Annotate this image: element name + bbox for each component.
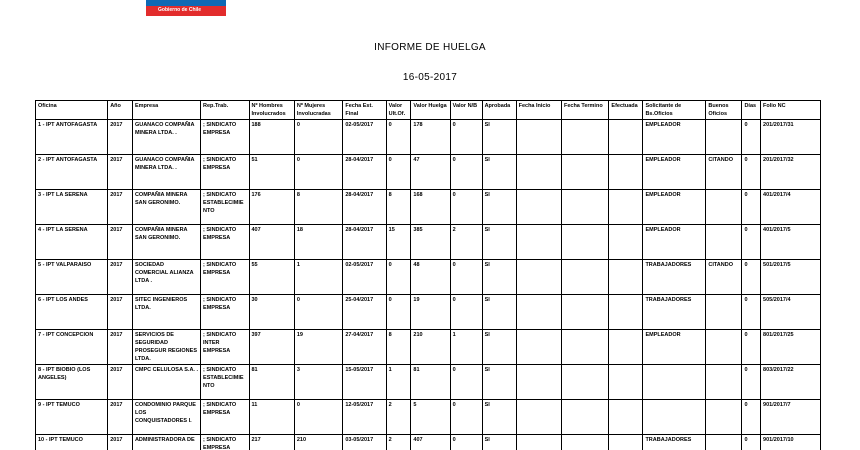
table-cell: ; SINDICATO EMPRESA bbox=[201, 260, 249, 295]
logo-red-band bbox=[146, 6, 226, 16]
table-cell bbox=[516, 435, 561, 450]
column-header: Año bbox=[108, 101, 133, 120]
table-cell: GUANACO COMPAÑIA MINERA LTDA. . bbox=[132, 155, 200, 190]
table-cell: 03-05/2017 bbox=[343, 435, 386, 450]
table-cell: 6 - IPT LOS ANDES bbox=[36, 295, 108, 330]
table-row bbox=[36, 365, 821, 400]
table-cell: 8 bbox=[294, 190, 342, 225]
table-cell bbox=[516, 365, 561, 400]
table-cell: 2017 bbox=[108, 260, 133, 295]
table-cell: SI bbox=[482, 400, 516, 435]
table-cell: 0 bbox=[742, 260, 761, 295]
table-cell bbox=[706, 225, 742, 260]
table-row bbox=[36, 155, 821, 190]
table-cell: 2017 bbox=[108, 400, 133, 435]
column-header: Solicitante de Bs.Oficios bbox=[643, 101, 706, 120]
table-cell: 0 bbox=[294, 155, 342, 190]
table-cell: ; SINDICATO EMPRESA bbox=[201, 400, 249, 435]
table-cell: 201/2017/32 bbox=[761, 155, 821, 190]
table-cell: 1 bbox=[450, 330, 482, 365]
table-cell: 9 - IPT TEMUCO bbox=[36, 400, 108, 435]
column-header: Días bbox=[742, 101, 761, 120]
table-cell: 1 bbox=[294, 260, 342, 295]
table-cell: 81 bbox=[249, 365, 294, 400]
table-cell: 210 bbox=[411, 330, 450, 365]
table-cell: 0 bbox=[742, 120, 761, 155]
table-cell: 30 bbox=[249, 295, 294, 330]
table-cell: 2017 bbox=[108, 365, 133, 400]
table-cell: 2017 bbox=[108, 435, 133, 450]
table-cell bbox=[609, 400, 643, 435]
table-cell bbox=[516, 400, 561, 435]
table-cell: 02-05/2017 bbox=[343, 260, 386, 295]
table-cell bbox=[516, 295, 561, 330]
report-date: 16-05-2017 bbox=[402, 72, 458, 83]
table-cell bbox=[516, 330, 561, 365]
table-cell: 11 bbox=[249, 400, 294, 435]
table-cell: 0 bbox=[742, 400, 761, 435]
table-cell: 12-05/2017 bbox=[343, 400, 386, 435]
table-cell: 0 bbox=[742, 330, 761, 365]
table-cell: 25-04/2017 bbox=[343, 295, 386, 330]
table-cell bbox=[561, 225, 608, 260]
table-cell: 0 bbox=[450, 120, 482, 155]
column-header: Nº Mujeres Involucradas bbox=[294, 101, 342, 120]
table-cell: ; SINDICATO EMPRESA bbox=[201, 295, 249, 330]
table-cell: 55 bbox=[249, 260, 294, 295]
table-cell bbox=[516, 155, 561, 190]
table-cell: TRABAJADORES bbox=[643, 260, 706, 295]
table-row bbox=[36, 225, 821, 260]
table-cell: 28-04/2017 bbox=[343, 190, 386, 225]
table-cell bbox=[643, 365, 706, 400]
table-cell: 178 bbox=[411, 120, 450, 155]
table-cell: 397 bbox=[249, 330, 294, 365]
table-cell: 27-04/2017 bbox=[343, 330, 386, 365]
table-cell: 19 bbox=[294, 330, 342, 365]
table-cell bbox=[609, 330, 643, 365]
column-header: Valor Huelga bbox=[411, 101, 450, 120]
table-cell bbox=[609, 225, 643, 260]
table-cell: CITANDO bbox=[706, 260, 742, 295]
table-cell bbox=[706, 330, 742, 365]
column-header: Folio NC bbox=[761, 101, 821, 120]
strike-report-table bbox=[35, 100, 821, 450]
table-cell: 5 - IPT VALPARAISO bbox=[36, 260, 108, 295]
table-cell: 0 bbox=[742, 155, 761, 190]
table-cell: 2017 bbox=[108, 155, 133, 190]
table-cell: ; SINDICATO ESTABLECIMIENTO bbox=[201, 190, 249, 225]
table-cell bbox=[516, 260, 561, 295]
table-cell bbox=[609, 190, 643, 225]
table-cell: 0 bbox=[742, 295, 761, 330]
table-cell: 15 bbox=[386, 225, 411, 260]
table-cell bbox=[706, 365, 742, 400]
table-body bbox=[36, 120, 821, 450]
table-cell: 10 - IPT TEMUCO bbox=[36, 435, 108, 450]
table-cell bbox=[706, 295, 742, 330]
table-cell: CITANDO bbox=[706, 155, 742, 190]
strike-report-table-container bbox=[35, 100, 821, 450]
column-header: Fecha Inicio bbox=[516, 101, 561, 120]
report-title: INFORME DE HUELGA bbox=[374, 42, 486, 53]
table-row bbox=[36, 120, 821, 155]
table-cell: 385 bbox=[411, 225, 450, 260]
table-row bbox=[36, 295, 821, 330]
table-cell bbox=[706, 190, 742, 225]
column-header: Valor Ult.Of. bbox=[386, 101, 411, 120]
table-cell: 176 bbox=[249, 190, 294, 225]
table-cell bbox=[561, 155, 608, 190]
table-cell bbox=[706, 435, 742, 450]
table-cell bbox=[609, 120, 643, 155]
table-cell: 0 bbox=[450, 155, 482, 190]
table-cell bbox=[516, 190, 561, 225]
government-logo bbox=[146, 0, 226, 16]
table-cell: ; SINDICATO EMPRESA bbox=[201, 120, 249, 155]
table-cell: SI bbox=[482, 330, 516, 365]
table-cell: ; SINDICATO EMPRESA bbox=[201, 435, 249, 450]
table-cell: SI bbox=[482, 155, 516, 190]
table-cell: 0 bbox=[742, 190, 761, 225]
table-row bbox=[36, 435, 821, 450]
column-header: Efectuada bbox=[609, 101, 643, 120]
table-cell: 501/2017/5 bbox=[761, 260, 821, 295]
table-cell: SI bbox=[482, 295, 516, 330]
table-cell bbox=[561, 400, 608, 435]
table-cell: SI bbox=[482, 365, 516, 400]
table-cell: 0 bbox=[742, 225, 761, 260]
table-cell: 47 bbox=[411, 155, 450, 190]
table-cell: 407 bbox=[411, 435, 450, 450]
table-cell: 0 bbox=[386, 260, 411, 295]
table-cell: ; SINDICATO ESTABLECIMIENTO bbox=[201, 365, 249, 400]
column-header: Nº Hombres Involucrados bbox=[249, 101, 294, 120]
table-cell bbox=[609, 435, 643, 450]
table-cell: 0 bbox=[386, 295, 411, 330]
column-header: Empresa bbox=[132, 101, 200, 120]
column-header: Oficina bbox=[36, 101, 108, 120]
table-cell: CONDOMINIO PARQUE LOS CONQUISTADORES I. bbox=[132, 400, 200, 435]
table-header-row bbox=[36, 101, 821, 120]
table-cell: SERVICIOS DE SEGURIDAD PROSEGUR REGIONES LTDA. bbox=[132, 330, 200, 365]
table-cell bbox=[516, 120, 561, 155]
table-cell: 2017 bbox=[108, 120, 133, 155]
table-cell bbox=[706, 400, 742, 435]
table-cell bbox=[609, 295, 643, 330]
column-header: Aprobada bbox=[482, 101, 516, 120]
table-cell: 1 bbox=[386, 365, 411, 400]
table-cell: 0 bbox=[386, 155, 411, 190]
table-cell: 0 bbox=[294, 295, 342, 330]
column-header: Rep.Trab. bbox=[201, 101, 249, 120]
column-header: Buenos Oficios bbox=[706, 101, 742, 120]
table-cell: 505/2017/4 bbox=[761, 295, 821, 330]
table-cell: 19 bbox=[411, 295, 450, 330]
table-cell: ; SINDICATO INTER EMPRESA bbox=[201, 330, 249, 365]
table-cell: 188 bbox=[249, 120, 294, 155]
table-cell: SI bbox=[482, 260, 516, 295]
table-cell: 401/2017/5 bbox=[761, 225, 821, 260]
table-cell bbox=[561, 260, 608, 295]
table-cell: SITEC INGENIEROS LTDA. bbox=[132, 295, 200, 330]
table-cell bbox=[609, 155, 643, 190]
table-cell: 5 bbox=[411, 400, 450, 435]
table-cell: 1 - IPT ANTOFAGASTA bbox=[36, 120, 108, 155]
table-row bbox=[36, 400, 821, 435]
table-cell: 210 bbox=[294, 435, 342, 450]
table-row bbox=[36, 190, 821, 225]
table-cell: 3 bbox=[294, 365, 342, 400]
table-cell: 901/2017/10 bbox=[761, 435, 821, 450]
table-cell: 18 bbox=[294, 225, 342, 260]
table-cell: 0 bbox=[450, 400, 482, 435]
table-cell: 901/2017/7 bbox=[761, 400, 821, 435]
table-row bbox=[36, 260, 821, 295]
table-cell: EMPLEADOR bbox=[643, 190, 706, 225]
table-cell: 2 bbox=[386, 435, 411, 450]
table-cell: EMPLEADOR bbox=[643, 155, 706, 190]
logo-text: Gobierno de Chile bbox=[158, 7, 202, 13]
table-cell: 0 bbox=[294, 120, 342, 155]
table-cell: 2 bbox=[386, 400, 411, 435]
table-cell: 28-04/2017 bbox=[343, 225, 386, 260]
table-cell: 2 bbox=[450, 225, 482, 260]
table-cell bbox=[561, 295, 608, 330]
table-cell: 801/2017/25 bbox=[761, 330, 821, 365]
table-cell: 401/2017/4 bbox=[761, 190, 821, 225]
table-cell: 217 bbox=[249, 435, 294, 450]
table-cell: 2017 bbox=[108, 190, 133, 225]
table-cell: SI bbox=[482, 225, 516, 260]
table-cell bbox=[516, 225, 561, 260]
table-cell: SI bbox=[482, 435, 516, 450]
table-cell: 48 bbox=[411, 260, 450, 295]
table-cell: TRABAJADORES bbox=[643, 295, 706, 330]
table-cell: 15-05/2017 bbox=[343, 365, 386, 400]
table-cell bbox=[609, 260, 643, 295]
table-cell: 8 - IPT BIOBIO (LOS ANGELES) bbox=[36, 365, 108, 400]
table-cell: 81 bbox=[411, 365, 450, 400]
table-cell bbox=[643, 400, 706, 435]
table-cell: SOCIEDAD COMERCIAL ALIANZA LTDA . bbox=[132, 260, 200, 295]
table-cell: SI bbox=[482, 190, 516, 225]
table-cell: 2017 bbox=[108, 225, 133, 260]
table-cell bbox=[561, 365, 608, 400]
table-cell: GUANACO COMPAÑIA MINERA LTDA. . bbox=[132, 120, 200, 155]
table-cell bbox=[706, 120, 742, 155]
table-cell bbox=[561, 190, 608, 225]
table-cell bbox=[609, 365, 643, 400]
table-cell: 0 bbox=[386, 120, 411, 155]
table-cell: 2017 bbox=[108, 330, 133, 365]
table-cell: 0 bbox=[742, 365, 761, 400]
table-cell: 51 bbox=[249, 155, 294, 190]
table-cell: 0 bbox=[294, 400, 342, 435]
table-cell: 0 bbox=[450, 295, 482, 330]
table-cell bbox=[561, 330, 608, 365]
table-cell: ADMINISTRADORA DE bbox=[132, 435, 200, 450]
table-cell bbox=[561, 435, 608, 450]
table-cell: 3 - IPT LA SERENA bbox=[36, 190, 108, 225]
table-cell: 0 bbox=[450, 190, 482, 225]
table-cell: 28-04/2017 bbox=[343, 155, 386, 190]
table-cell: EMPLEADOR bbox=[643, 120, 706, 155]
table-cell: 4 - IPT LA SERENA bbox=[36, 225, 108, 260]
table-cell: 2 - IPT ANTOFAGASTA bbox=[36, 155, 108, 190]
table-cell: 7 - IPT CONCEPCION bbox=[36, 330, 108, 365]
table-cell: ; SINDICATO EMPRESA bbox=[201, 155, 249, 190]
table-cell: 8 bbox=[386, 330, 411, 365]
column-header: Fecha Termino bbox=[561, 101, 608, 120]
table-cell: COMPAÑIA MINERA SAN GERONIMO. bbox=[132, 225, 200, 260]
table-cell bbox=[561, 120, 608, 155]
table-cell: 803/2017/22 bbox=[761, 365, 821, 400]
table-cell: 168 bbox=[411, 190, 450, 225]
table-cell: 2017 bbox=[108, 295, 133, 330]
table-cell: ; SINDICATO EMPRESA bbox=[201, 225, 249, 260]
column-header: Fecha Est. Final bbox=[343, 101, 386, 120]
table-cell: 8 bbox=[386, 190, 411, 225]
table-cell: SI bbox=[482, 120, 516, 155]
table-cell: EMPLEADOR bbox=[643, 225, 706, 260]
table-cell: TRABAJADORES bbox=[643, 435, 706, 450]
table-cell: 0 bbox=[450, 365, 482, 400]
table-cell: 02-05/2017 bbox=[343, 120, 386, 155]
table-row bbox=[36, 330, 821, 365]
table-cell: EMPLEADOR bbox=[643, 330, 706, 365]
table-cell: 0 bbox=[742, 435, 761, 450]
table-cell: COMPAÑIA MINERA SAN GERONIMO. bbox=[132, 190, 200, 225]
table-cell: 0 bbox=[450, 260, 482, 295]
table-cell: CMPC CELULOSA S.A. . bbox=[132, 365, 200, 400]
table-cell: 201/2017/31 bbox=[761, 120, 821, 155]
column-header: Valor N/B bbox=[450, 101, 482, 120]
table-cell: 0 bbox=[450, 435, 482, 450]
table-cell: 407 bbox=[249, 225, 294, 260]
